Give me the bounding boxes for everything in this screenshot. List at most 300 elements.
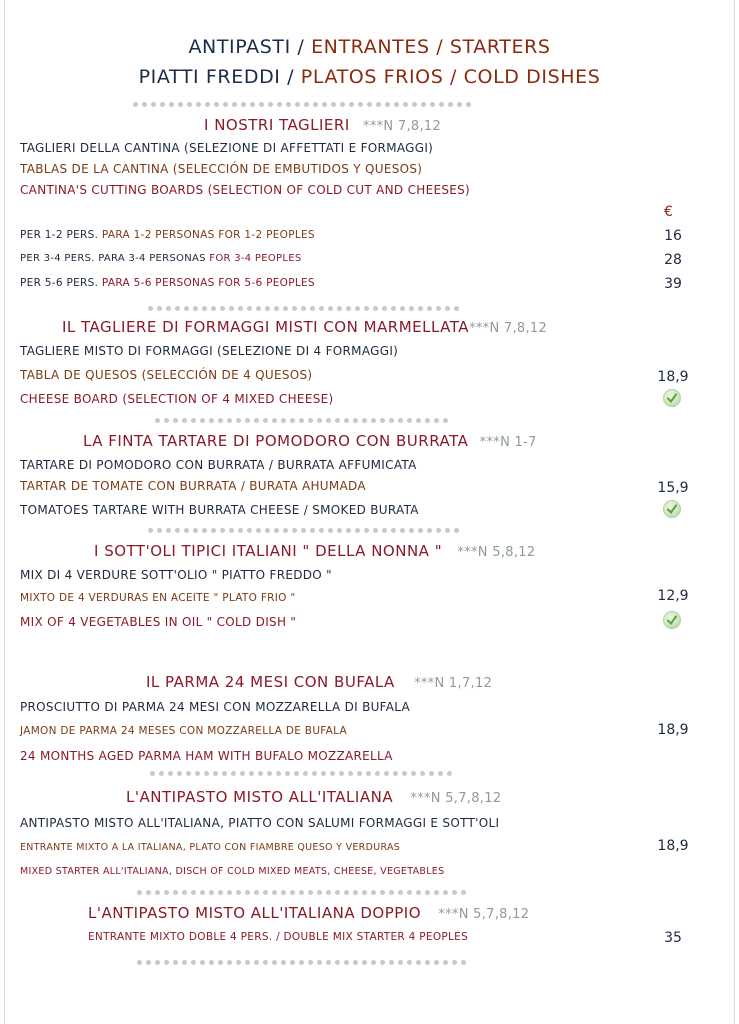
divider-dot: [331, 102, 336, 107]
section-title-text: IL PARMA 24 MESI CON BUFALA: [146, 673, 395, 691]
divider-dot: [409, 306, 414, 311]
allergen-note: ***N 7,8,12: [363, 119, 442, 134]
divider-dot: [155, 418, 160, 423]
price: 18,9: [657, 369, 689, 385]
description-spanish: TARTAR DE TOMATE CON BURRATA / BURATA AHUMADA: [20, 479, 366, 493]
allergen-note: ***N 1,7,12: [414, 676, 493, 691]
divider-dot: [281, 960, 286, 965]
divider-dot: [339, 771, 344, 776]
divider-dot: [340, 102, 345, 107]
divider-dot: [425, 960, 430, 965]
divider-dot: [151, 102, 156, 107]
divider-dot: [299, 890, 304, 895]
divider-dot: [416, 418, 421, 423]
divider-dot: [187, 102, 192, 107]
divider-dot: [452, 890, 457, 895]
divider-dot: [308, 890, 313, 895]
divider-dot: [353, 890, 358, 895]
divider-dot: [425, 418, 430, 423]
heading-cold-translations: PLATOS FRIOS / COLD DISHES: [300, 66, 601, 88]
divider-dot: [313, 102, 318, 107]
section-title-text: L'ANTIPASTO MISTO ALL'ITALIANA: [126, 788, 394, 806]
divider-dot: [412, 102, 417, 107]
description-spanish: TABLAS DE LA CANTINA (SELECCIÓN DE EMBUTIDOS Y QUESOS): [20, 162, 423, 176]
divider-dot: [169, 102, 174, 107]
divider-dot: [184, 306, 189, 311]
divider-dot: [312, 771, 317, 776]
divider-dot: [290, 418, 295, 423]
description-italian: TAGLIERE MISTO DI FORMAGGI (SELEZIONE DI 4 FORMAGGI): [20, 344, 399, 358]
dotted-divider: [137, 960, 466, 966]
divider-dot: [393, 771, 398, 776]
heading-cold-dishes: [0, 66, 739, 88]
portion-option-italian: PER 1-2 PERS.: [20, 229, 102, 241]
divider-dot: [209, 960, 214, 965]
divider-dot: [308, 418, 313, 423]
section-title-text: IL TAGLIERE DI FORMAGGI MISTI CON MARMELLATA: [62, 318, 470, 336]
description-spanish: JAMON DE PARMA 24 MESES CON MOZZARELLA DE BUFALA: [20, 725, 348, 737]
divider-dot: [209, 890, 214, 895]
page-edge-right: [734, 0, 735, 1024]
divider-dot: [173, 890, 178, 895]
divider-dot: [240, 771, 245, 776]
divider-dot: [245, 890, 250, 895]
description-italian: TAGLIERI DELLA CANTINA (SELEZIONE DI AFFETTATI E FORMAGGI): [20, 141, 434, 155]
vegetarian-check-icon: [663, 611, 681, 629]
divider-dot: [371, 960, 376, 965]
divider-dot: [436, 306, 441, 311]
divider-dot: [281, 418, 286, 423]
divider-dot: [382, 306, 387, 311]
divider-dot: [366, 771, 371, 776]
divider-dot: [443, 960, 448, 965]
divider-dot: [308, 960, 313, 965]
divider-dot: [389, 960, 394, 965]
section-title-text: L'ANTIPASTO MISTO ALL'ITALIANA DOPPIO: [88, 904, 422, 922]
divider-dot: [357, 771, 362, 776]
divider-dot: [142, 102, 147, 107]
divider-dot: [344, 418, 349, 423]
divider-dot: [220, 528, 225, 533]
divider-dot: [241, 102, 246, 107]
divider-dot: [223, 102, 228, 107]
allergen-note: ***N 5,7,8,12: [438, 907, 530, 922]
divider-dot: [137, 960, 142, 965]
heading-starters-italian: ANTIPASTI /: [188, 36, 312, 58]
divider-dot: [292, 528, 297, 533]
divider-dot: [193, 306, 198, 311]
divider-dot: [322, 102, 327, 107]
divider-dot: [380, 960, 385, 965]
divider-dot: [218, 960, 223, 965]
allergen-note: ***N 5,8,12: [457, 545, 536, 560]
divider-dot: [400, 306, 405, 311]
divider-dot: [394, 102, 399, 107]
divider-dot: [321, 771, 326, 776]
section-title-text: I NOSTRI TAGLIERI: [204, 116, 350, 134]
divider-dot: [222, 771, 227, 776]
section-title-text: I SOTT'OLI TIPICI ITALIANI " DELLA NONNA ": [94, 542, 443, 560]
dotted-divider: [155, 418, 448, 424]
divider-dot: [389, 890, 394, 895]
heading-cold-italian: PIATTI FREDDI /: [138, 66, 301, 88]
divider-dot: [292, 306, 297, 311]
divider-dot: [407, 960, 412, 965]
dotted-divider: [137, 890, 466, 896]
divider-dot: [326, 960, 331, 965]
divider-dot: [182, 960, 187, 965]
dotted-divider: [148, 528, 459, 534]
divider-dot: [434, 960, 439, 965]
divider-dot: [348, 771, 353, 776]
divider-dot: [294, 771, 299, 776]
description-english: MIXED STARTER ALL'ITALIANA, DISCH OF COLD MIXED MEATS, CHEESE, VEGETABLES: [20, 866, 445, 877]
divider-dot: [209, 418, 214, 423]
description-english: TOMATOES TARTARE WITH BURRATA CHEESE / SMOKED BURATA: [20, 503, 419, 517]
divider-dot: [236, 960, 241, 965]
divider-dot: [175, 528, 180, 533]
divider-dot: [155, 960, 160, 965]
divider-dot: [353, 960, 358, 965]
divider-dot: [434, 418, 439, 423]
divider-dot: [285, 771, 290, 776]
description-combined: ENTRANTE MIXTO DOBLE 4 PERS. / DOUBLE MIX STARTER 4 PEOPLES: [88, 931, 469, 943]
divider-dot: [191, 418, 196, 423]
divider-dot: [211, 306, 216, 311]
portion-option-translation: PARA 5-6 PERSONAS FOR 5-6 PEOPLES: [101, 277, 315, 289]
portion-option: [20, 253, 302, 264]
vegetarian-check-icon: [663, 500, 681, 518]
divider-dot: [175, 306, 180, 311]
divider-dot: [277, 102, 282, 107]
divider-dot: [256, 528, 261, 533]
divider-dot: [267, 771, 272, 776]
divider-dot: [182, 890, 187, 895]
section-title-misto: [126, 788, 501, 806]
divider-dot: [272, 418, 277, 423]
divider-dot: [263, 418, 268, 423]
divider-dot: [335, 890, 340, 895]
dotted-divider: [150, 771, 452, 777]
divider-dot: [283, 306, 288, 311]
divider-dot: [310, 306, 315, 311]
divider-dot: [438, 771, 443, 776]
divider-dot: [429, 771, 434, 776]
portion-option-italian: PER 3-4 PERS. PARA 3-4 PERSONAS: [20, 253, 210, 264]
divider-dot: [407, 890, 412, 895]
divider-dot: [146, 890, 151, 895]
divider-dot: [443, 890, 448, 895]
description-english: CHEESE BOARD (SELECTION OF 4 MIXED CHEESE): [20, 392, 334, 406]
heading-starters-translations: ENTRANTES / STARTERS: [311, 36, 551, 58]
divider-dot: [425, 890, 430, 895]
divider-dot: [218, 890, 223, 895]
divider-dot: [301, 528, 306, 533]
divider-dot: [420, 771, 425, 776]
allergen-note: ***N 5,7,8,12: [410, 791, 502, 806]
divider-dot: [454, 528, 459, 533]
divider-dot: [389, 418, 394, 423]
divider-dot: [218, 418, 223, 423]
divider-dot: [229, 306, 234, 311]
divider-dot: [238, 306, 243, 311]
divider-dot: [353, 418, 358, 423]
divider-dot: [330, 771, 335, 776]
portion-option-translation: PARA 1-2 PERSONAS FOR 1-2 PEOPLES: [101, 229, 315, 241]
divider-dot: [326, 890, 331, 895]
portion-option-italian: PER 5-6 PERS.: [20, 277, 102, 289]
divider-dot: [304, 102, 309, 107]
divider-dot: [403, 102, 408, 107]
divider-dot: [245, 960, 250, 965]
description-spanish: ENTRANTE MIXTO A LA ITALIANA, PLATO CON FIAMBRE QUESO Y VERDURAS: [20, 842, 401, 853]
divider-dot: [254, 960, 259, 965]
divider-dot: [186, 771, 191, 776]
divider-dot: [364, 528, 369, 533]
divider-dot: [416, 960, 421, 965]
portion-option-translation: FOR 3-4 PEOPLES: [209, 253, 302, 264]
divider-dot: [391, 306, 396, 311]
divider-dot: [355, 528, 360, 533]
price: 15,9: [657, 480, 689, 496]
divider-dot: [236, 418, 241, 423]
divider-dot: [380, 418, 385, 423]
divider-dot: [191, 890, 196, 895]
divider-dot: [232, 102, 237, 107]
divider-dot: [391, 528, 396, 533]
dotted-divider: [133, 102, 471, 108]
divider-dot: [373, 528, 378, 533]
divider-dot: [283, 528, 288, 533]
divider-dot: [202, 306, 207, 311]
divider-dot: [344, 890, 349, 895]
divider-dot: [407, 418, 412, 423]
divider-dot: [439, 102, 444, 107]
divider-dot: [409, 528, 414, 533]
divider-dot: [191, 960, 196, 965]
divider-dot: [168, 771, 173, 776]
divider-dot: [328, 306, 333, 311]
divider-dot: [452, 960, 457, 965]
divider-dot: [281, 890, 286, 895]
currency-symbol: €: [664, 204, 673, 220]
divider-dot: [184, 528, 189, 533]
description-spanish: MIXTO DE 4 VERDURAS EN ACEITE " PLATO FRIO ": [20, 592, 296, 604]
divider-dot: [200, 418, 205, 423]
divider-dot: [178, 102, 183, 107]
divider-dot: [290, 890, 295, 895]
divider-dot: [310, 528, 315, 533]
divider-dot: [247, 528, 252, 533]
divider-dot: [254, 418, 259, 423]
divider-dot: [164, 960, 169, 965]
divider-dot: [355, 306, 360, 311]
divider-dot: [258, 771, 263, 776]
divider-dot: [398, 960, 403, 965]
divider-dot: [358, 102, 363, 107]
divider-dot: [416, 890, 421, 895]
divider-dot: [443, 418, 448, 423]
price: 35: [664, 930, 682, 946]
description-english: MIX OF 4 VEGETABLES IN OIL " COLD DISH ": [20, 615, 297, 629]
divider-dot: [157, 306, 162, 311]
portion-option: [20, 229, 315, 241]
divider-dot: [385, 102, 390, 107]
divider-dot: [445, 306, 450, 311]
divider-dot: [193, 528, 198, 533]
divider-dot: [148, 306, 153, 311]
section-title-sottoli: [94, 542, 535, 560]
divider-dot: [295, 102, 300, 107]
description-italian: MIX DI 4 VERDURE SOTT'OLIO " PIATTO FREDDO ": [20, 568, 332, 582]
divider-dot: [272, 890, 277, 895]
divider-dot: [371, 890, 376, 895]
divider-dot: [317, 418, 322, 423]
divider-dot: [263, 960, 268, 965]
section-title-taglieri: [204, 116, 441, 134]
divider-dot: [445, 528, 450, 533]
divider-dot: [382, 528, 387, 533]
divider-dot: [317, 890, 322, 895]
divider-dot: [303, 771, 308, 776]
divider-dot: [411, 771, 416, 776]
divider-dot: [461, 960, 466, 965]
divider-dot: [238, 528, 243, 533]
divider-dot: [214, 102, 219, 107]
divider-dot: [245, 418, 250, 423]
divider-dot: [182, 418, 187, 423]
divider-dot: [276, 771, 281, 776]
divider-dot: [447, 771, 452, 776]
allergen-note: ***N 1-7: [479, 435, 537, 450]
description-english: CANTINA'S CUTTING BOARDS (SELECTION OF COLD CUT AND CHEESES): [20, 183, 471, 197]
divider-dot: [286, 102, 291, 107]
divider-dot: [402, 771, 407, 776]
vegetarian-check-icon: [663, 389, 681, 407]
divider-dot: [164, 418, 169, 423]
divider-dot: [164, 890, 169, 895]
description-italian: TARTARE DI POMODORO CON BURRATA / BURRATA AFFUMICATA: [20, 458, 417, 472]
divider-dot: [196, 102, 201, 107]
divider-dot: [319, 306, 324, 311]
divider-dot: [254, 890, 259, 895]
divider-dot: [227, 418, 232, 423]
divider-dot: [335, 418, 340, 423]
divider-dot: [290, 960, 295, 965]
divider-dot: [346, 306, 351, 311]
divider-dot: [430, 102, 435, 107]
divider-dot: [362, 418, 367, 423]
divider-dot: [371, 418, 376, 423]
divider-dot: [335, 960, 340, 965]
section-title-formaggi: [62, 318, 547, 336]
divider-dot: [173, 418, 178, 423]
divider-dot: [213, 771, 218, 776]
divider-dot: [204, 771, 209, 776]
divider-dot: [268, 102, 273, 107]
description-spanish: TABLA DE QUESOS (SELECCIÓN DE 4 QUESOS): [20, 368, 313, 382]
divider-dot: [319, 528, 324, 533]
divider-dot: [202, 528, 207, 533]
price: 28: [664, 252, 682, 268]
divider-dot: [380, 890, 385, 895]
divider-dot: [148, 528, 153, 533]
divider-dot: [200, 890, 205, 895]
description-english: 24 MONTHS AGED PARMA HAM WITH BUFALO MOZZARELLA: [20, 749, 393, 763]
divider-dot: [375, 771, 380, 776]
divider-dot: [427, 528, 432, 533]
divider-dot: [421, 102, 426, 107]
price: 12,9: [657, 588, 689, 604]
heading-starters: [0, 36, 739, 58]
divider-dot: [265, 528, 270, 533]
divider-dot: [263, 890, 268, 895]
divider-dot: [256, 306, 261, 311]
divider-dot: [344, 960, 349, 965]
divider-dot: [398, 890, 403, 895]
divider-dot: [157, 528, 162, 533]
divider-dot: [247, 306, 252, 311]
dotted-divider: [148, 306, 459, 312]
divider-dot: [166, 528, 171, 533]
divider-dot: [137, 890, 142, 895]
divider-dot: [301, 306, 306, 311]
section-title-doppio: [88, 904, 529, 922]
section-title-text: LA FINTA TARTARE DI POMODORO CON BURRATA: [83, 432, 469, 450]
divider-dot: [299, 418, 304, 423]
divider-dot: [159, 771, 164, 776]
divider-dot: [155, 890, 160, 895]
divider-dot: [220, 306, 225, 311]
divider-dot: [200, 960, 205, 965]
allergen-note: ***N 7,8,12: [469, 321, 548, 336]
description-italian: ANTIPASTO MISTO ALL'ITALIANA, PIATTO CON SALUMI FORMAGGI E SOTT'OLI: [20, 816, 500, 830]
divider-dot: [160, 102, 165, 107]
divider-dot: [384, 771, 389, 776]
divider-dot: [349, 102, 354, 107]
divider-dot: [337, 306, 342, 311]
divider-dot: [436, 528, 441, 533]
divider-dot: [272, 960, 277, 965]
section-title-parma: [146, 673, 492, 691]
divider-dot: [457, 102, 462, 107]
price: 18,9: [657, 838, 689, 854]
divider-dot: [373, 306, 378, 311]
divider-dot: [166, 306, 171, 311]
price: 39: [664, 276, 682, 292]
divider-dot: [448, 102, 453, 107]
divider-dot: [400, 528, 405, 533]
divider-dot: [205, 102, 210, 107]
divider-dot: [434, 890, 439, 895]
divider-dot: [367, 102, 372, 107]
divider-dot: [317, 960, 322, 965]
divider-dot: [150, 771, 155, 776]
price: 16: [664, 228, 682, 244]
divider-dot: [250, 102, 255, 107]
divider-dot: [274, 528, 279, 533]
divider-dot: [249, 771, 254, 776]
divider-dot: [418, 306, 423, 311]
portion-option: [20, 277, 315, 289]
divider-dot: [461, 890, 466, 895]
divider-dot: [227, 890, 232, 895]
divider-dot: [376, 102, 381, 107]
divider-dot: [398, 418, 403, 423]
page-edge-left: [4, 0, 5, 1024]
divider-dot: [274, 306, 279, 311]
section-title-tartare: [83, 432, 537, 450]
